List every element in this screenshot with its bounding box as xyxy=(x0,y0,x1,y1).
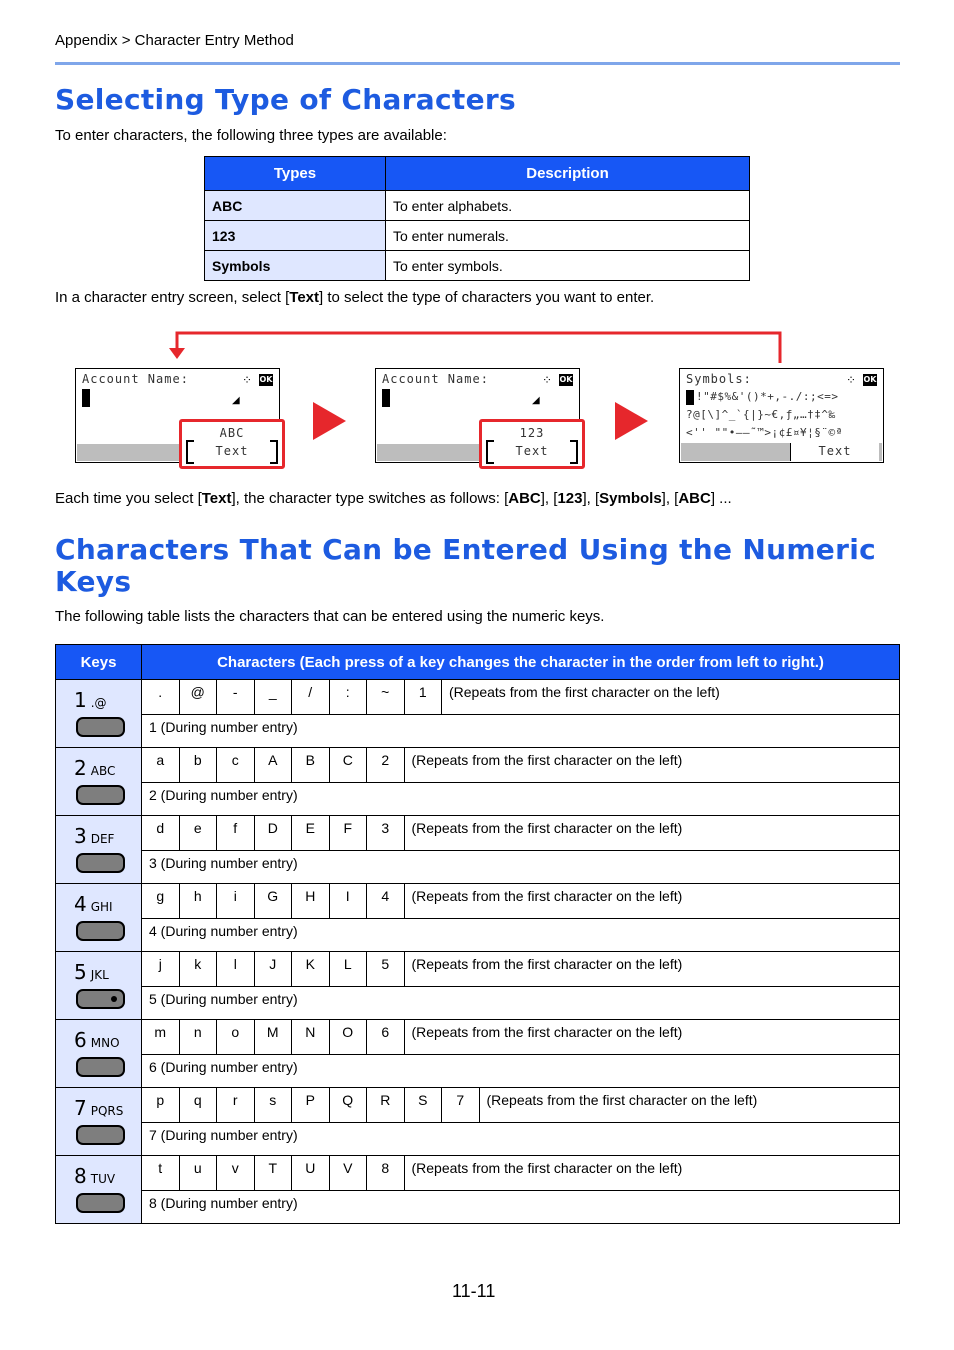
key-label xyxy=(74,1096,123,1120)
char-cell: 2 xyxy=(367,748,405,782)
char-cell: / xyxy=(292,680,330,714)
char-cell: _ xyxy=(254,680,292,714)
key-letters: GHI xyxy=(90,900,113,914)
instruction-bold: Text xyxy=(289,289,320,306)
next-arrow-icon xyxy=(615,402,648,440)
characters-header: Characters (Each press of a key changes the character in the order from left to right.) xyxy=(142,645,900,680)
number-entry: 7 (During number entry) xyxy=(142,1122,899,1155)
table-row xyxy=(56,1020,900,1088)
key-letters: DEF xyxy=(90,832,115,846)
char-cell: b xyxy=(179,748,217,782)
characters-cell xyxy=(142,748,900,816)
table-row xyxy=(205,221,750,251)
number-entry: 6 (During number entry) xyxy=(142,1054,899,1087)
sentence-text: ] ... xyxy=(710,490,732,507)
char-sequence xyxy=(142,680,899,714)
key-button-icon xyxy=(76,853,125,873)
key-number: 7 xyxy=(74,1096,87,1120)
desc-cell: To enter alphabets. xyxy=(386,191,750,221)
char-cell: p xyxy=(142,1088,179,1122)
char-sequence xyxy=(142,816,899,850)
characters-cell xyxy=(142,1156,900,1224)
key-button-icon xyxy=(76,717,125,737)
text-key-label: Text xyxy=(215,444,249,458)
char-cell: G xyxy=(254,884,292,918)
char-cell: s xyxy=(254,1088,292,1122)
char-cell: V xyxy=(329,1156,367,1190)
char-cell: o xyxy=(217,1020,255,1054)
key-cell xyxy=(56,680,142,748)
dpad-icon: ⁘ xyxy=(542,373,553,387)
sentence-bold: Text xyxy=(201,490,232,507)
key-label xyxy=(74,688,107,712)
char-cell: v xyxy=(217,1156,255,1190)
panel-label: Account Name: xyxy=(382,372,489,386)
characters-cell xyxy=(142,884,900,952)
next-arrow-icon xyxy=(313,402,346,440)
cursor-icon xyxy=(382,389,390,407)
char-cell: u xyxy=(179,1156,217,1190)
types-intro: To enter characters, the following three types are available: xyxy=(55,127,447,144)
key-label xyxy=(74,1028,120,1052)
repeat-note: (Repeats from the first character on the left) xyxy=(486,1092,758,1108)
char-cell: q xyxy=(179,1088,217,1122)
cycle-arrow-icon xyxy=(168,330,788,364)
type-cell: 123 xyxy=(205,221,386,251)
characters-cell xyxy=(142,952,900,1020)
table-row xyxy=(56,1156,900,1224)
key-cell xyxy=(56,1020,142,1088)
char-cell: A xyxy=(254,748,292,782)
sentence-text: Each time you select [ xyxy=(55,490,202,507)
number-entry: 5 (During number entry) xyxy=(142,986,899,1019)
char-cell: m xyxy=(142,1020,179,1054)
key-cell xyxy=(56,952,142,1020)
char-cell: R xyxy=(367,1088,405,1122)
char-cell: B xyxy=(292,748,330,782)
key-cell xyxy=(56,816,142,884)
page-number: 11-11 xyxy=(452,1281,496,1301)
desc-cell: To enter numerals. xyxy=(386,221,750,251)
input-mark-icon: ◢ xyxy=(232,395,240,406)
char-cell: 7 xyxy=(442,1088,480,1122)
description-header: Description xyxy=(386,157,750,191)
char-cell: F xyxy=(329,816,367,850)
sentence-bold: ABC xyxy=(678,490,711,507)
types-table xyxy=(204,156,750,281)
section-title-numeric-keys: Characters That Can be Entered Using the Numeric Keys xyxy=(55,533,876,598)
number-entry: 2 (During number entry) xyxy=(142,782,899,815)
char-cell: O xyxy=(329,1020,367,1054)
key-letters: TUV xyxy=(90,1172,116,1186)
char-cell: 4 xyxy=(367,884,405,918)
table-row xyxy=(205,251,750,281)
symbols-line: <'' ""•–—˜™>¡¢£¤¥¦§¨©ª xyxy=(686,426,843,439)
char-cell: Q xyxy=(329,1088,367,1122)
cursor-icon xyxy=(82,389,90,407)
keys-intro: The following table lists the characters that can be entered using the numeric keys. xyxy=(55,608,605,625)
number-entry: 3 (During number entry) xyxy=(142,850,899,883)
bracket-right xyxy=(270,440,278,464)
sentence-text: ], the character type switches as follows: [ xyxy=(231,490,509,507)
type-cell: ABC xyxy=(205,191,386,221)
table-row xyxy=(56,1088,900,1156)
number-entry: 4 (During number entry) xyxy=(142,918,899,951)
char-sequence xyxy=(142,1020,899,1054)
number-entry: 1 (During number entry) xyxy=(142,714,899,747)
repeat-note: (Repeats from the first character on the left) xyxy=(411,1024,683,1040)
char-cell: 6 xyxy=(367,1020,405,1054)
mode-label: 123 xyxy=(519,426,545,440)
section-title-types: Selecting Type of Characters xyxy=(55,83,516,116)
char-cell: 5 xyxy=(367,952,405,986)
ok-icon: OK xyxy=(559,375,573,384)
text-instruction xyxy=(55,289,654,306)
softkey-bar xyxy=(377,444,480,461)
char-cell: D xyxy=(254,816,292,850)
text-key-label: Text xyxy=(818,444,852,458)
key-button-icon xyxy=(76,921,125,941)
char-cell: j xyxy=(142,952,179,986)
ok-icon: OK xyxy=(863,375,877,384)
key-number: 4 xyxy=(74,892,87,916)
key-label xyxy=(74,892,113,916)
panel-label: Symbols: xyxy=(686,372,752,386)
char-cell: ~ xyxy=(367,680,405,714)
char-cell: k xyxy=(179,952,217,986)
char-cell: L xyxy=(329,952,367,986)
mode-label: ABC xyxy=(219,426,245,440)
char-sequence xyxy=(142,884,899,918)
characters-cell xyxy=(142,816,900,884)
char-sequence xyxy=(142,952,899,986)
panel-label: Account Name: xyxy=(82,372,189,386)
char-cell: a xyxy=(142,748,179,782)
sentence-bold: 123 xyxy=(557,490,583,507)
char-cell: n xyxy=(179,1020,217,1054)
instruction-text: In a character entry screen, select [ xyxy=(55,289,290,306)
symbols-line: ?@[\]^_`{|}~€,ƒ„…†‡^‰ xyxy=(686,408,836,421)
char-cell: T xyxy=(254,1156,292,1190)
key-label xyxy=(74,960,109,984)
key-button-icon xyxy=(76,989,125,1009)
key-button-icon xyxy=(76,785,125,805)
input-mark-icon: ◢ xyxy=(532,395,540,406)
repeat-note: (Repeats from the first character on the left) xyxy=(411,956,683,972)
key-number: 2 xyxy=(74,756,87,780)
key-number: 8 xyxy=(74,1164,87,1188)
char-cell: h xyxy=(179,884,217,918)
type-cell: Symbols xyxy=(205,251,386,281)
bracket-right xyxy=(570,440,578,464)
char-cell: l xyxy=(217,952,255,986)
key-button-icon xyxy=(76,1057,125,1077)
key-label xyxy=(74,1164,115,1188)
text-softkey[interactable] xyxy=(179,419,285,469)
ok-icon: OK xyxy=(259,375,273,384)
key-cell xyxy=(56,1156,142,1224)
sentence-text: ], [ xyxy=(540,490,558,507)
keys-header: Keys xyxy=(56,645,142,680)
key-button-icon xyxy=(76,1193,125,1213)
entry-panel-symbols xyxy=(679,368,884,463)
text-key-label: Text xyxy=(515,444,549,458)
dpad-icon: ⁘ xyxy=(242,373,253,387)
table-row xyxy=(56,952,900,1020)
char-cell: J xyxy=(254,952,292,986)
repeat-note: (Repeats from the first character on the left) xyxy=(411,1160,683,1176)
text-softkey[interactable] xyxy=(790,443,879,461)
key-number: 6 xyxy=(74,1028,87,1052)
repeat-note: (Repeats from the first character on the left) xyxy=(411,888,683,904)
key-letters: MNO xyxy=(90,1036,120,1050)
symbols-line: !"#$%&'()*+,-./:;<=> xyxy=(696,390,839,403)
char-cell: S xyxy=(404,1088,442,1122)
char-sequence xyxy=(142,1088,899,1122)
header-rule xyxy=(55,62,900,65)
char-cell: N xyxy=(292,1020,330,1054)
char-cell: @ xyxy=(179,680,217,714)
characters-cell xyxy=(142,680,900,748)
text-softkey[interactable] xyxy=(479,419,585,469)
bracket-left xyxy=(186,440,194,464)
key-number: 3 xyxy=(74,824,87,848)
char-cell: g xyxy=(142,884,179,918)
char-cell: i xyxy=(217,884,255,918)
repeat-note: (Repeats from the first character on the left) xyxy=(411,820,683,836)
key-label xyxy=(74,824,114,848)
repeat-note: (Repeats from the first character on the left) xyxy=(411,752,683,768)
key-letters: ABC xyxy=(90,764,116,778)
char-cell: c xyxy=(217,748,255,782)
char-cell: 3 xyxy=(367,816,405,850)
sentence-text: ], [ xyxy=(582,490,600,507)
key-number: 1 xyxy=(74,688,87,712)
number-entry: 8 (During number entry) xyxy=(142,1190,899,1223)
entry-panel-123 xyxy=(375,368,580,463)
char-cell: P xyxy=(292,1088,330,1122)
entry-panel-abc xyxy=(75,368,280,463)
desc-cell: To enter symbols. xyxy=(386,251,750,281)
char-cell: C xyxy=(329,748,367,782)
key-cell xyxy=(56,884,142,952)
key-letters: PQRS xyxy=(90,1104,124,1118)
char-cell: r xyxy=(217,1088,255,1122)
characters-cell xyxy=(142,1020,900,1088)
table-row xyxy=(205,191,750,221)
sentence-bold: Symbols xyxy=(599,490,662,507)
char-sequence xyxy=(142,748,899,782)
char-cell: H xyxy=(292,884,330,918)
char-cell: U xyxy=(292,1156,330,1190)
table-row xyxy=(56,884,900,952)
types-header: Types xyxy=(205,157,386,191)
char-cell: 8 xyxy=(367,1156,405,1190)
tactile-dot-icon xyxy=(111,996,117,1002)
char-cell: f xyxy=(217,816,255,850)
dpad-icon: ⁘ xyxy=(846,373,857,387)
breadcrumb: Appendix > Character Entry Method xyxy=(55,32,294,49)
char-sequence xyxy=(142,1156,899,1190)
key-cell xyxy=(56,1088,142,1156)
char-cell: d xyxy=(142,816,179,850)
char-cell: : xyxy=(329,680,367,714)
char-cell: 1 xyxy=(404,680,442,714)
key-button-icon xyxy=(76,1125,125,1145)
key-number: 5 xyxy=(74,960,87,984)
bracket-left xyxy=(486,440,494,464)
char-cell: K xyxy=(292,952,330,986)
table-row xyxy=(56,816,900,884)
char-cell: e xyxy=(179,816,217,850)
instruction-text: ] to select the type of characters you want to enter. xyxy=(319,289,655,306)
char-cell: I xyxy=(329,884,367,918)
keys-table xyxy=(55,644,900,1224)
sentence-text: ], [ xyxy=(661,490,679,507)
char-cell: - xyxy=(217,680,255,714)
char-cell: E xyxy=(292,816,330,850)
table-row xyxy=(56,748,900,816)
sentence-bold: ABC xyxy=(508,490,541,507)
key-label xyxy=(74,756,115,780)
repeat-note: (Repeats from the first character on the left) xyxy=(449,684,720,700)
char-cell: t xyxy=(142,1156,179,1190)
characters-cell xyxy=(142,1088,900,1156)
cursor-icon xyxy=(686,390,694,405)
key-letters: .@ xyxy=(90,696,107,710)
table-row xyxy=(56,680,900,748)
char-cell: M xyxy=(254,1020,292,1054)
key-letters: JKL xyxy=(90,968,109,982)
switch-sentence xyxy=(55,490,732,507)
char-cell: . xyxy=(142,680,179,714)
softkey-bar xyxy=(77,444,180,461)
key-cell xyxy=(56,748,142,816)
